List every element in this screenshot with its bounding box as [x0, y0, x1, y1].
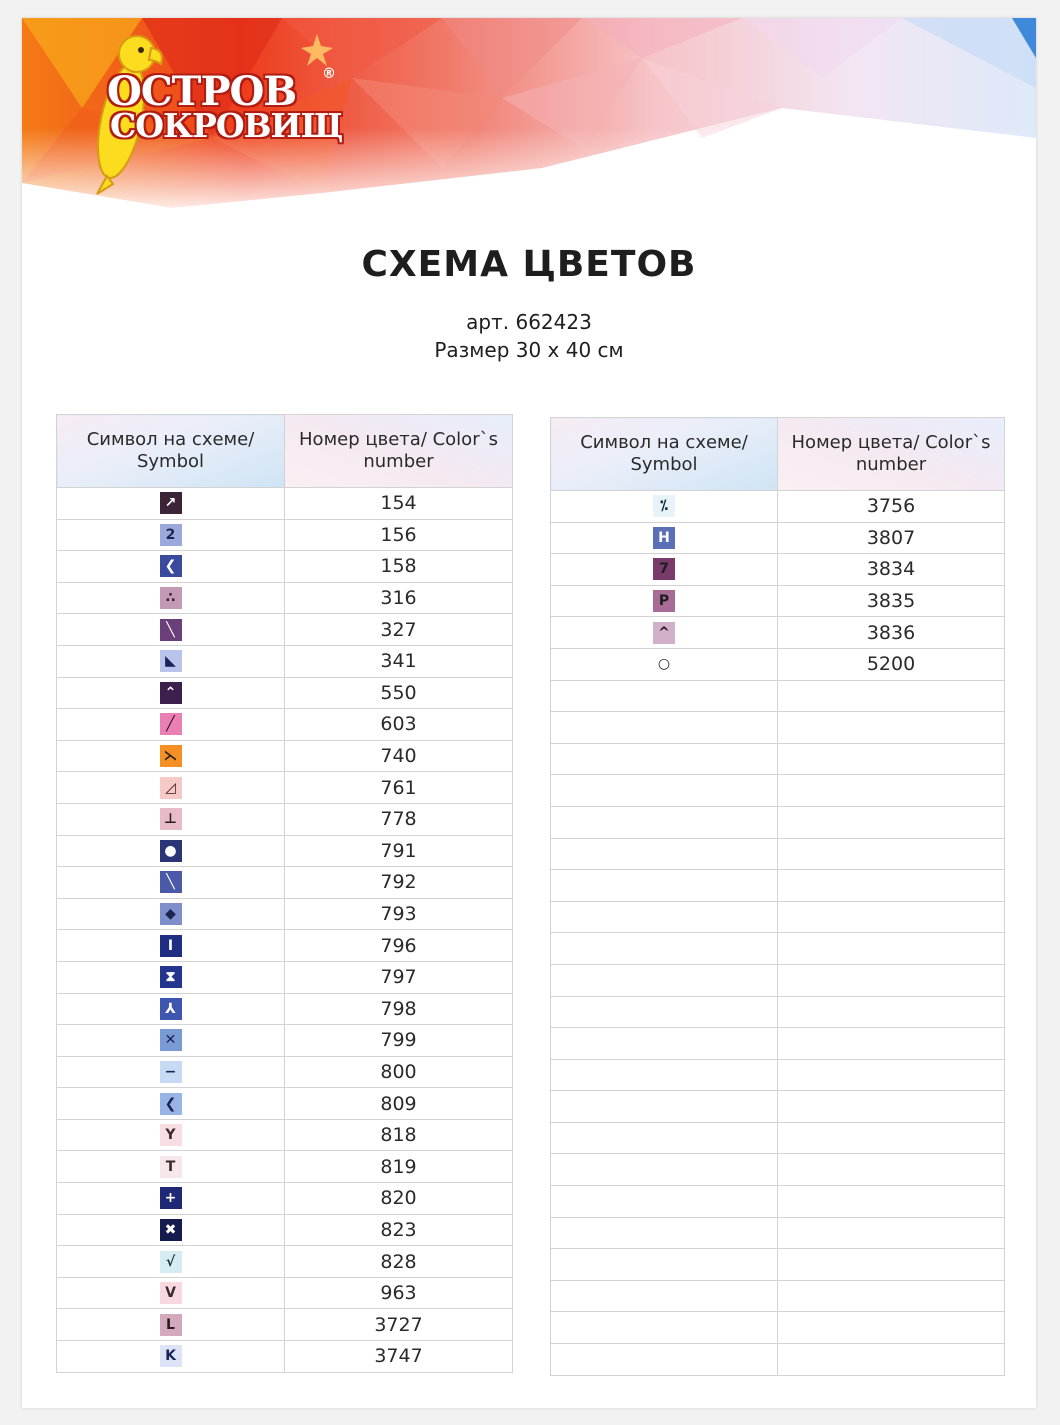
- symbol-cell: [551, 806, 778, 838]
- symbol-cell: [551, 680, 778, 712]
- color-number-cell: 819: [285, 1151, 513, 1183]
- symbol-cell: [57, 1309, 285, 1341]
- symbol-cell: [551, 1186, 778, 1218]
- table-row: [551, 1312, 1005, 1344]
- perpendicular-symbol-icon: ⊥: [160, 808, 182, 830]
- table-row: [57, 1183, 513, 1215]
- symbol-cell: [551, 1059, 778, 1091]
- table-row: [57, 1088, 513, 1120]
- table-row: [57, 1151, 513, 1183]
- article-number: арт. 662423: [466, 310, 592, 334]
- cross-symbol-icon: ✕: [160, 1029, 182, 1051]
- table-row: [551, 585, 1005, 617]
- caret-symbol-icon: ^: [653, 622, 675, 644]
- table-row: [551, 870, 1005, 902]
- symbol-cell: [57, 1214, 285, 1246]
- color-number-cell: 793: [285, 898, 513, 930]
- table-row: [57, 867, 513, 899]
- table-row: [551, 1217, 1005, 1249]
- triangle-symbol-icon: ◣: [160, 650, 182, 672]
- table-row: [57, 1341, 513, 1373]
- table-row: [551, 554, 1005, 586]
- table-row: [57, 898, 513, 930]
- color-number-cell: 154: [285, 488, 513, 520]
- minus-symbol-icon: −: [160, 1061, 182, 1083]
- color-number-cell: [778, 901, 1005, 933]
- brand-line-2: СОКРОВИЩ: [110, 106, 343, 145]
- table-row: [551, 712, 1005, 744]
- color-number-cell: 798: [285, 993, 513, 1025]
- color-number-cell: [778, 743, 1005, 775]
- color-number-cell: [778, 1217, 1005, 1249]
- symbol-cell: [57, 772, 285, 804]
- color-number-cell: 740: [285, 740, 513, 772]
- symbol-cell: [551, 648, 778, 680]
- color-number-cell: 3834: [778, 554, 1005, 586]
- table-row: [57, 645, 513, 677]
- color-chart-sheet: [22, 18, 1036, 1408]
- color-number-cell: 761: [285, 772, 513, 804]
- color-number-cell: 818: [285, 1119, 513, 1151]
- symbol-cell: [551, 933, 778, 965]
- color-number-cell: 800: [285, 1056, 513, 1088]
- symbol-cell: [551, 1249, 778, 1281]
- symbol-cell: [57, 709, 285, 741]
- color-number-cell: 820: [285, 1183, 513, 1215]
- table-row: [551, 1249, 1005, 1281]
- digit-symbol-icon: 7: [653, 558, 675, 580]
- color-number-column-header: Номер цвета/ Color`s number: [778, 418, 1005, 491]
- table-row: [57, 993, 513, 1025]
- table-row: [57, 488, 513, 520]
- color-number-cell: 792: [285, 867, 513, 899]
- check-symbol-icon: √: [160, 1251, 182, 1273]
- color-number-cell: [778, 680, 1005, 712]
- table-row: [551, 648, 1005, 680]
- color-number-cell: 5200: [778, 648, 1005, 680]
- table-row: [551, 1344, 1005, 1376]
- symbol-cell: [57, 582, 285, 614]
- symbol-cell: [551, 1122, 778, 1154]
- color-number-cell: [778, 870, 1005, 902]
- brand-line-1: ОСТРОВ: [107, 68, 297, 115]
- p-symbol-icon: P: [653, 590, 675, 612]
- h-symbol-icon: H: [653, 527, 675, 549]
- symbol-cell: [57, 1151, 285, 1183]
- table-row: [57, 835, 513, 867]
- color-number-cell: 156: [285, 519, 513, 551]
- caret-symbol-icon: ⌃: [160, 682, 182, 704]
- table-row: [57, 930, 513, 962]
- table-row: [57, 772, 513, 804]
- symbol-cell: [551, 838, 778, 870]
- table-row: [57, 709, 513, 741]
- symbol-cell: [57, 488, 285, 520]
- symbol-cell: [551, 1344, 778, 1376]
- table-row: [57, 551, 513, 583]
- color-number-cell: [778, 1249, 1005, 1281]
- color-number-cell: 158: [285, 551, 513, 583]
- table-row: [57, 1277, 513, 1309]
- color-number-cell: [778, 933, 1005, 965]
- diamond-symbol-icon: ◆: [160, 903, 182, 925]
- symbol-cell: [57, 898, 285, 930]
- symbol-cell: [57, 1277, 285, 1309]
- symbol-cell: [57, 551, 285, 583]
- color-number-cell: [778, 775, 1005, 807]
- plus-symbol-icon: +: [160, 1187, 182, 1209]
- table-row: [57, 740, 513, 772]
- table-row: [551, 1154, 1005, 1186]
- table-row: [551, 901, 1005, 933]
- color-number-cell: [778, 1028, 1005, 1060]
- table-row: [551, 617, 1005, 649]
- chevron-symbol-icon: ❮: [160, 555, 182, 577]
- slash-symbol-icon: ╲: [160, 871, 182, 893]
- color-number-cell: 778: [285, 803, 513, 835]
- color-number-cell: 963: [285, 1277, 513, 1309]
- table-row: [551, 522, 1005, 554]
- symbol-cell: [57, 803, 285, 835]
- table-row: [57, 677, 513, 709]
- table-row: [551, 743, 1005, 775]
- color-number-cell: 828: [285, 1246, 513, 1278]
- table-row: [57, 1119, 513, 1151]
- symbol-cell: [57, 1119, 285, 1151]
- color-number-cell: [778, 1059, 1005, 1091]
- table-row: [551, 1186, 1005, 1218]
- table-row: [57, 519, 513, 551]
- l-symbol-icon: L: [160, 1314, 182, 1336]
- color-key-table-right: [550, 417, 1005, 1376]
- registered-mark: ®: [322, 66, 336, 82]
- color-number-cell: 799: [285, 1025, 513, 1057]
- symbol-cell: [551, 554, 778, 586]
- triangle-outline-symbol-icon: ◿: [160, 777, 182, 799]
- color-number-cell: 791: [285, 835, 513, 867]
- symbol-cell: [57, 835, 285, 867]
- color-number-cell: [778, 996, 1005, 1028]
- color-number-cell: [778, 1122, 1005, 1154]
- color-number-cell: 3835: [778, 585, 1005, 617]
- symbol-cell: [551, 712, 778, 744]
- color-number-cell: [778, 1280, 1005, 1312]
- symbol-column-header: Символ на схеме/ Symbol: [551, 418, 778, 491]
- i-beam-symbol-icon: I: [160, 935, 182, 957]
- table-row: [551, 1280, 1005, 1312]
- symbol-cell: [551, 870, 778, 902]
- table-row: [551, 838, 1005, 870]
- color-number-cell: 603: [285, 709, 513, 741]
- color-number-cell: 341: [285, 645, 513, 677]
- color-number-cell: 327: [285, 614, 513, 646]
- symbol-cell: [551, 996, 778, 1028]
- color-number-column-header: Номер цвета/ Color`s number: [285, 415, 513, 488]
- color-number-cell: 550: [285, 677, 513, 709]
- symbol-cell: [551, 1028, 778, 1060]
- table-row: [57, 582, 513, 614]
- color-number-cell: 796: [285, 930, 513, 962]
- table-row: [551, 680, 1005, 712]
- symbol-cell: [551, 1217, 778, 1249]
- table-row: [551, 491, 1005, 523]
- symbol-cell: [57, 930, 285, 962]
- symbol-cell: [551, 522, 778, 554]
- symbol-cell: [551, 775, 778, 807]
- color-number-cell: [778, 1344, 1005, 1376]
- symbol-cell: [551, 1091, 778, 1123]
- color-number-cell: 316: [285, 582, 513, 614]
- table-row: [57, 1214, 513, 1246]
- y-symbol-icon: Y: [160, 1124, 182, 1146]
- chevron-symbol-icon: ❮: [160, 1093, 182, 1115]
- page-title: СХЕМА ЦВЕТОВ: [361, 244, 697, 285]
- slash-symbol-icon: ╲: [160, 619, 182, 641]
- table-row: [57, 1025, 513, 1057]
- color-number-cell: 809: [285, 1088, 513, 1120]
- color-number-cell: 3807: [778, 522, 1005, 554]
- tripod-symbol-icon: ⅄: [160, 998, 182, 1020]
- table-row: [551, 933, 1005, 965]
- symbol-cell: [57, 1056, 285, 1088]
- color-number-cell: [778, 1154, 1005, 1186]
- table-row: [551, 1122, 1005, 1154]
- color-number-cell: [778, 712, 1005, 744]
- symbol-cell: [551, 491, 778, 523]
- symbol-cell: [57, 645, 285, 677]
- symbol-cell: [57, 677, 285, 709]
- table-row: [551, 1059, 1005, 1091]
- x-symbol-icon: ✖: [160, 1219, 182, 1241]
- symbol-cell: [57, 993, 285, 1025]
- digit-symbol-icon: 2: [160, 524, 182, 546]
- color-number-cell: [778, 806, 1005, 838]
- table-row: [551, 964, 1005, 996]
- dots-symbol-icon: ∴: [160, 587, 182, 609]
- symbol-cell: [57, 1246, 285, 1278]
- table-row: [57, 1309, 513, 1341]
- k-symbol-icon: K: [160, 1345, 182, 1367]
- symbol-cell: [57, 740, 285, 772]
- color-number-cell: 823: [285, 1214, 513, 1246]
- slash-symbol-icon: ╱: [160, 713, 182, 735]
- table-row: [57, 961, 513, 993]
- table-row: [57, 1246, 513, 1278]
- color-number-cell: 797: [285, 961, 513, 993]
- color-number-cell: 3836: [778, 617, 1005, 649]
- color-number-cell: 3747: [285, 1341, 513, 1373]
- symbol-cell: [551, 901, 778, 933]
- symbol-cell: [57, 1088, 285, 1120]
- symbol-cell: [57, 1341, 285, 1373]
- canvas-size: Размер 30 х 40 см: [434, 338, 624, 362]
- symbol-cell: [551, 1154, 778, 1186]
- symbol-cell: [551, 585, 778, 617]
- table-row: [57, 803, 513, 835]
- color-number-cell: 3727: [285, 1309, 513, 1341]
- table-row: [551, 996, 1005, 1028]
- symbol-cell: [57, 519, 285, 551]
- lambda-symbol-icon: ⋋: [160, 745, 182, 767]
- table-row: [551, 775, 1005, 807]
- table-row: [551, 806, 1005, 838]
- symbol-cell: [57, 1183, 285, 1215]
- circle-symbol-icon: ●: [160, 840, 182, 862]
- table-row: [551, 1028, 1005, 1060]
- table-row: [57, 1056, 513, 1088]
- symbol-cell: [551, 1312, 778, 1344]
- table-row: [551, 1091, 1005, 1123]
- symbol-cell: [57, 1025, 285, 1057]
- hourglass-symbol-icon: ⧗: [160, 966, 182, 988]
- color-number-cell: 3756: [778, 491, 1005, 523]
- symbol-cell: [57, 961, 285, 993]
- symbol-cell: [57, 867, 285, 899]
- color-number-cell: [778, 964, 1005, 996]
- v-symbol-icon: V: [160, 1282, 182, 1304]
- t-symbol-icon: T: [160, 1156, 182, 1178]
- arrow-symbol-icon: ↗: [160, 492, 182, 514]
- color-number-cell: [778, 1186, 1005, 1218]
- symbol-column-header: Символ на схеме/ Symbol: [57, 415, 285, 488]
- symbol-cell: [551, 743, 778, 775]
- symbol-cell: [551, 964, 778, 996]
- symbol-cell: [57, 614, 285, 646]
- color-key-table-left: [56, 414, 513, 1373]
- circle-outline-symbol-icon: ○: [653, 653, 675, 675]
- symbol-cell: [551, 1280, 778, 1312]
- color-number-cell: [778, 1312, 1005, 1344]
- color-number-cell: [778, 1091, 1005, 1123]
- color-number-cell: [778, 838, 1005, 870]
- percent-symbol-icon: ⁒: [653, 495, 675, 517]
- symbol-cell: [551, 617, 778, 649]
- table-row: [57, 614, 513, 646]
